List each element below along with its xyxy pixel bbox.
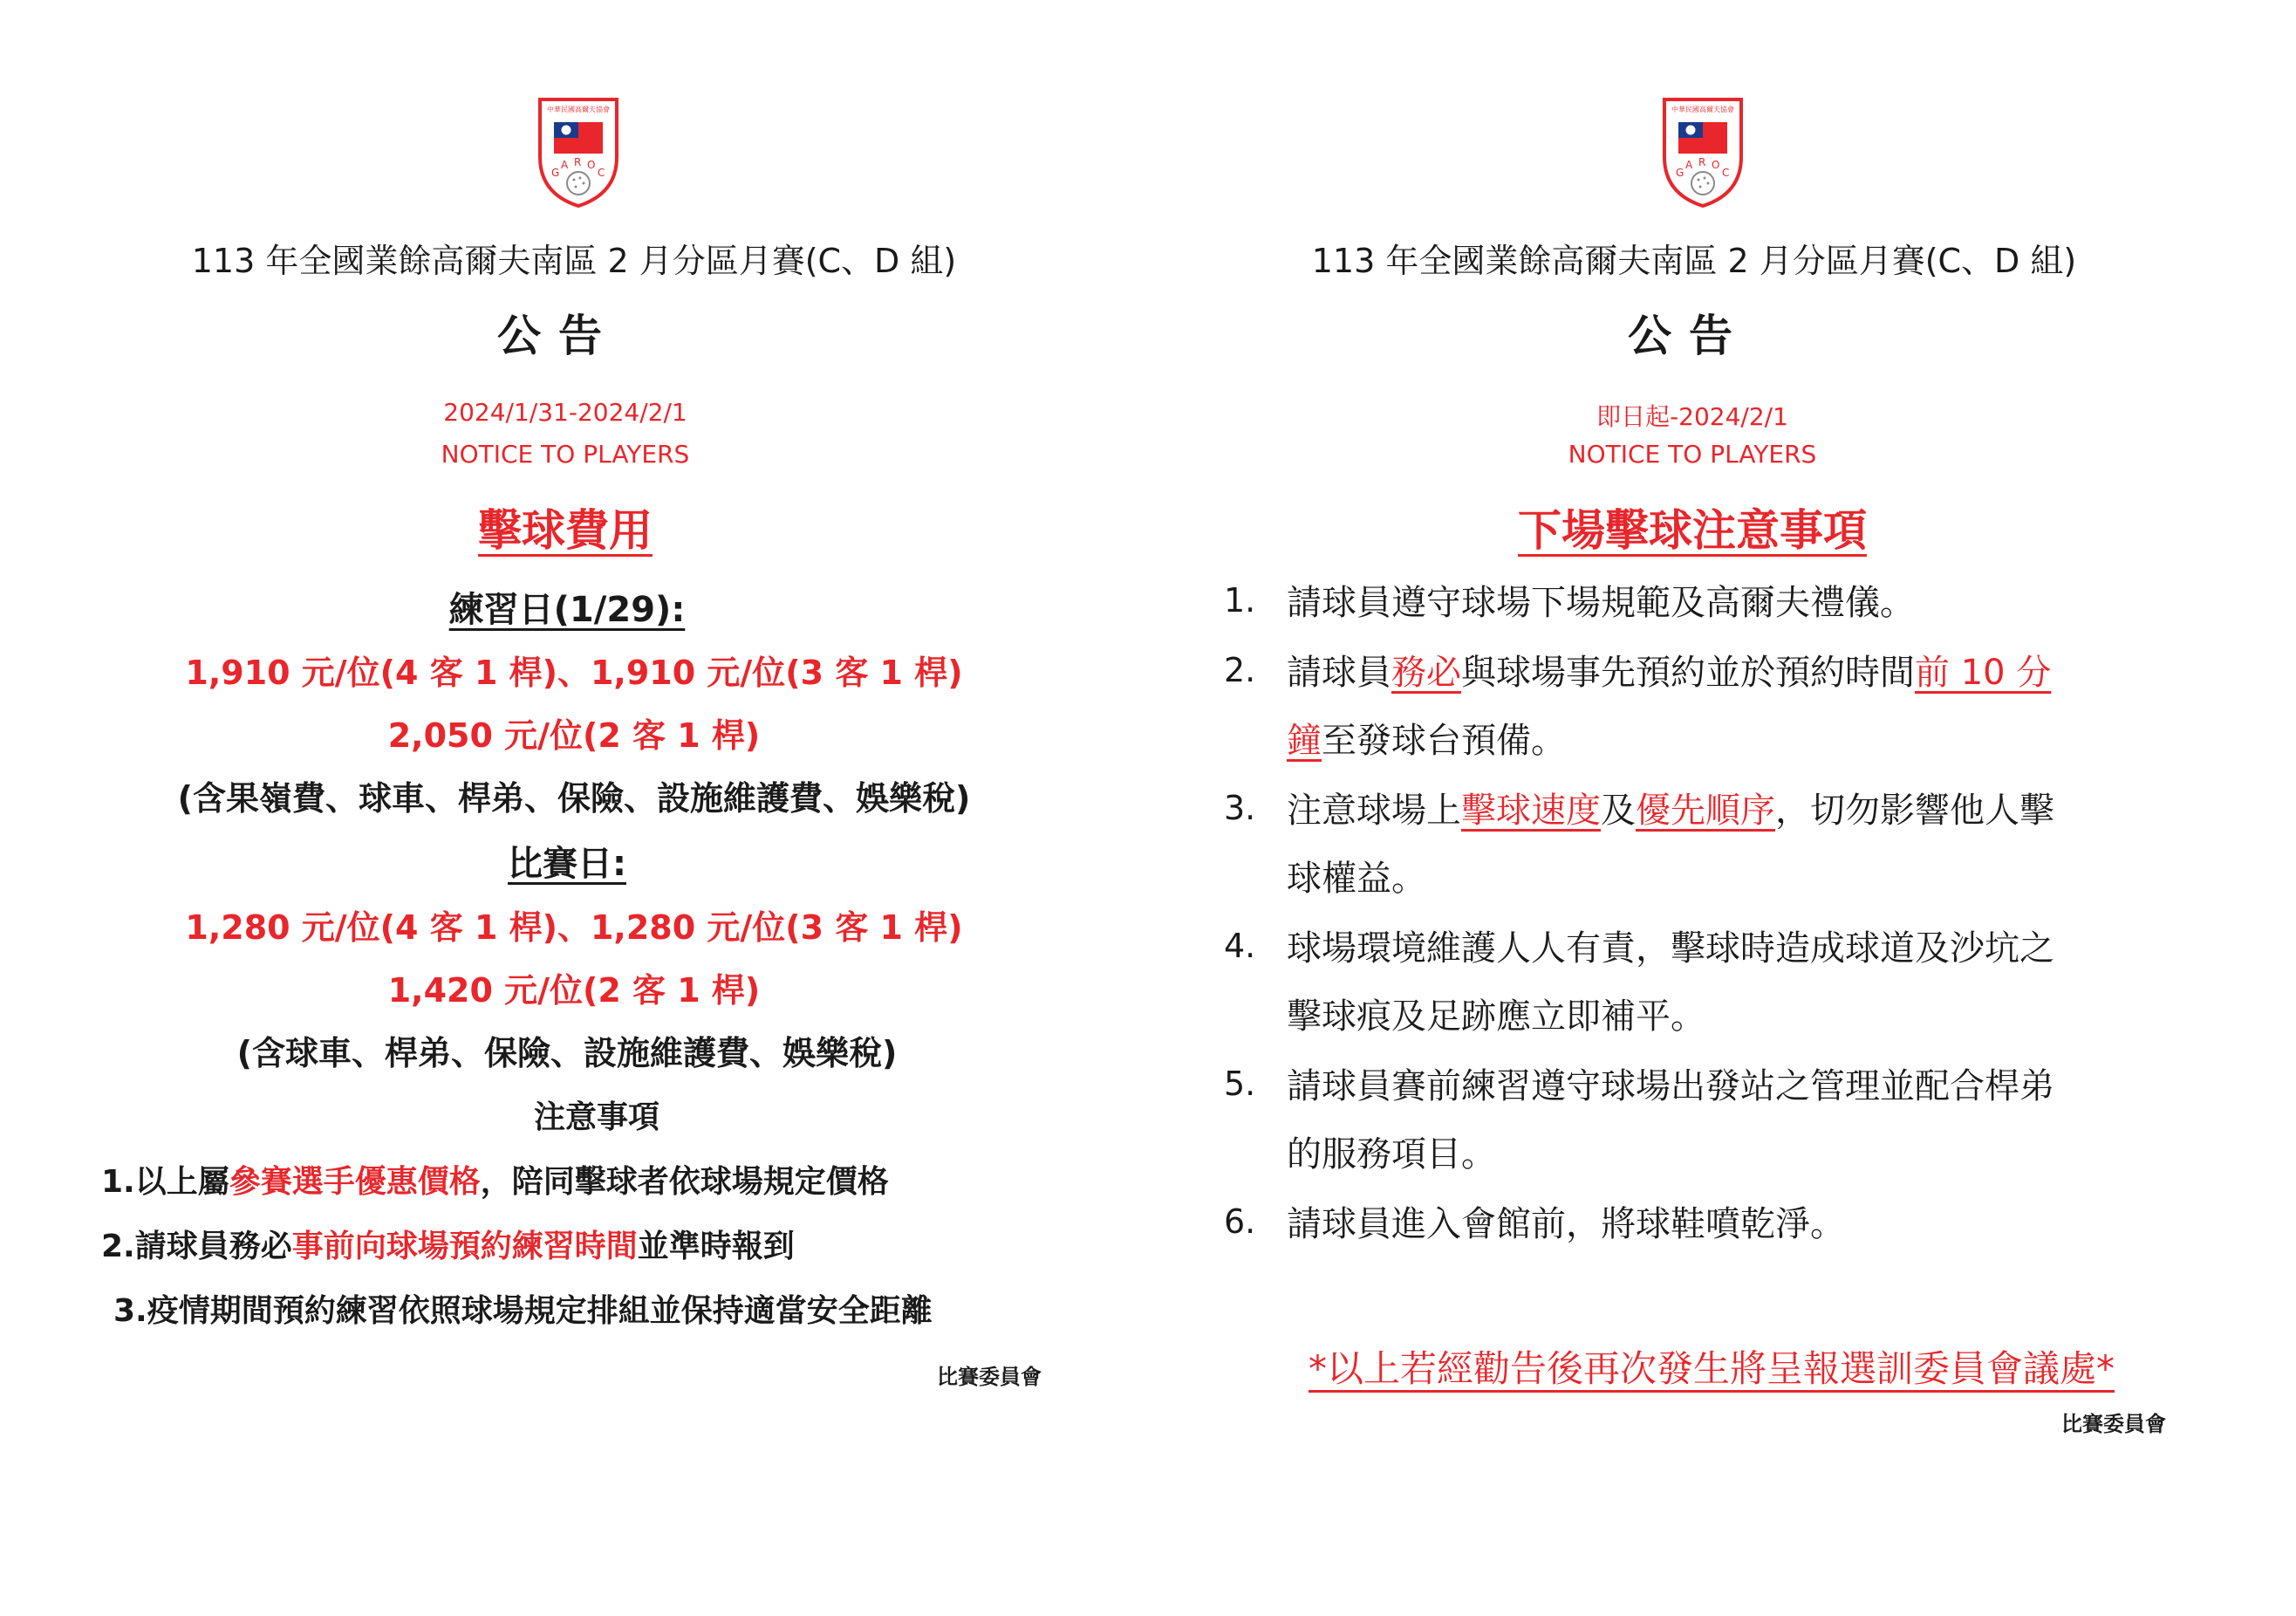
rule-3-f: 球權益。 <box>1287 859 1426 899</box>
rule-3-c: 及 <box>1601 791 1636 831</box>
note-3: 3.疫情期間預約練習依照球場規定排組並保持適當安全距離 <box>113 1293 933 1329</box>
notice-heading-en: NOTICE TO PLAYERS <box>1568 440 1817 469</box>
tournament-title: 113 年全國業餘高爾夫南區 2 月分區月賽(C、D 組) <box>191 242 957 280</box>
effective-date: 即日起-2024/2/1 <box>1596 402 1788 431</box>
rule-2-must: 務必 <box>1391 653 1461 693</box>
practice-price-line-2: 2,050 元/位(2 客 1 桿) <box>387 716 761 755</box>
note-1-text-a: 1.以上屬 <box>101 1164 229 1200</box>
svg-text:O: O <box>587 159 596 171</box>
rule-1-number: 1. <box>1224 581 1256 620</box>
note-2 <box>101 1222 795 1266</box>
note-2-text-a: 2.請球員務必 <box>101 1229 292 1264</box>
svg-text:C: C <box>1722 167 1730 179</box>
practice-day-label: 練習日(1/29): <box>448 590 686 630</box>
fee-heading: 擊球費用 <box>478 505 653 556</box>
note-1-highlight: 參賽選手優惠價格 <box>229 1164 481 1200</box>
practice-day-block <box>0 582 1141 632</box>
rule-3-number: 3. <box>1224 789 1256 827</box>
svg-text:G: G <box>551 167 560 179</box>
rule-4-a: 球場環境維護人人有責，擊球時造成球道及沙坑之 <box>1287 928 2054 969</box>
rule-2-f: 至發球台預備。 <box>1322 721 1566 761</box>
rule-2-c: 與球場事先預約並於預約時間 <box>1461 653 1915 693</box>
rule-1-text: 請球員遵守球場下場規範及高爾夫禮儀。 <box>1287 583 1915 623</box>
svg-text:A: A <box>561 159 569 171</box>
rule-2-text <box>1287 639 2051 775</box>
rule-4-text <box>1287 914 2054 1051</box>
rule-2-e: 鐘 <box>1287 721 1322 761</box>
match-day-label: 比賽日: <box>508 844 626 884</box>
section-heading <box>0 496 1139 558</box>
rule-3-pace: 擊球速度 <box>1461 791 1601 831</box>
match-day-block <box>0 836 1141 886</box>
rule-2-a: 請球員 <box>1287 653 1391 693</box>
note-2-text-c: 並準時報到 <box>637 1229 795 1264</box>
rule-5-b: 的服務項目。 <box>1287 1134 1496 1174</box>
svg-text:R: R <box>1698 156 1706 168</box>
warning-text: *以上若經勸告後再次發生將呈報選訓委員會議處* <box>1308 1347 2115 1390</box>
svg-text:A: A <box>1685 159 1693 171</box>
rule-5-number: 5. <box>1224 1065 1256 1103</box>
rule-4-b: 擊球痕及足跡應立即補平。 <box>1287 996 1705 1037</box>
rule-6-number: 6. <box>1224 1202 1256 1241</box>
practice-fee-inclusions: (含果嶺費、球車、桿弟、保險、設施維護費、娛樂稅) <box>177 779 971 818</box>
rule-2-ten-minutes: 前 10 分 <box>1915 653 2052 693</box>
match-price-line-2: 1,420 元/位(2 客 1 桿) <box>387 971 761 1010</box>
match-price-line-1: 1,280 元/位(4 客 1 桿)、1,280 元/位(3 客 1 桿) <box>185 908 963 947</box>
practice-price-line-1: 1,910 元/位(4 客 1 桿)、1,910 元/位(3 客 1 桿) <box>185 654 963 692</box>
match-fee-inclusions: (含球車、桿弟、保險、設施維護費、娛樂稅) <box>236 1034 898 1072</box>
note-1 <box>101 1157 889 1202</box>
rule-6-text: 請球員進入會館前，將球鞋噴乾淨。 <box>1287 1204 1845 1244</box>
rule-5-a: 請球員賽前練習遵守球場出發站之管理並配合桿弟 <box>1287 1066 2054 1106</box>
rule-3-e: ，切勿影響他人擊 <box>1775 791 2054 831</box>
date-range: 2024/1/31-2024/2/1 <box>443 398 687 427</box>
rule-3-priority: 優先順序 <box>1636 791 1775 831</box>
notice-heading-en: NOTICE TO PLAYERS <box>441 440 690 469</box>
committee-signature: 比賽委員會 <box>2061 1412 2166 1436</box>
svg-text:G: G <box>1676 167 1684 179</box>
rule-5-text <box>1287 1052 2054 1188</box>
note-1-text-c: ，陪同擊球者依球場規定價格 <box>480 1164 889 1200</box>
warning-notice <box>1138 1340 2286 1393</box>
rule-2-number: 2. <box>1224 651 1256 689</box>
rules-heading: 下場擊球注意事項 <box>1518 505 1867 556</box>
svg-text:R: R <box>574 156 582 168</box>
garoc-logo <box>1659 92 1746 211</box>
notice-heading-zh: 公告 <box>1628 311 1750 361</box>
svg-text:中華民國高爾夫協會: 中華民國高爾夫協會 <box>547 106 610 113</box>
rule-3-a: 注意球場上 <box>1287 791 1461 831</box>
rule-4-number: 4. <box>1224 927 1256 965</box>
svg-text:C: C <box>598 167 605 179</box>
rule-3-text <box>1287 777 2054 913</box>
committee-signature: 比賽委員會 <box>937 1365 1042 1389</box>
garoc-logo <box>535 92 622 211</box>
notes-title: 注意事項 <box>533 1099 659 1135</box>
notice-heading-zh: 公告 <box>497 311 619 361</box>
svg-text:O: O <box>1712 159 1720 171</box>
svg-text:中華民國高爾夫協會: 中華民國高爾夫協會 <box>1671 106 1734 113</box>
section-heading <box>1118 496 2266 558</box>
note-2-highlight: 事前向球場預約練習時間 <box>291 1229 638 1264</box>
tournament-title: 113 年全國業餘高爾夫南區 2 月分區月賽(C、D 組) <box>1311 242 2077 280</box>
